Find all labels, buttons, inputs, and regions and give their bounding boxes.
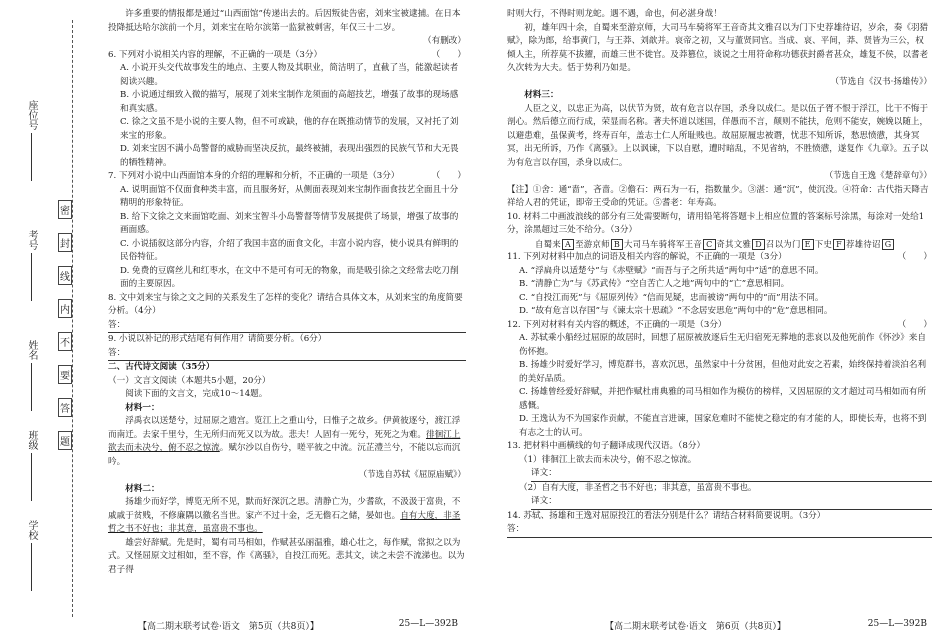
material-3-source: （节选自王逸《楚辞章句》） bbox=[824, 171, 932, 181]
section-heading: 二、古代诗文阅读（35分） bbox=[108, 362, 215, 372]
material-2-continuation: 时则大行，不得时则龙蛇。遇不遇，命也，何必湛身哉！ bbox=[507, 9, 722, 19]
left-footer: 【高二期末联考试卷·语文 第5页（共8页）】 25—L—392B bbox=[138, 619, 458, 632]
material-3-text: 人臣之义，以忠正为高，以伏节为贤，故有危言以存国，杀身以成仁。是以伍子胥不恨于浮江，比干不悔于剖心。然后德立而行成，荣显而名称。著夫怀道以迷国，佯愚而不言，颠则不能扶，危则不能安，婉娩以随上，以避患难，虽保黄考，终寿百年，盖志士仁人所耻贱也。故屈原履忠被谮，忧悲不知所诉，愁思愤懑，其身冥冥，出无所诉，乃作《离骚》。上以讽谏，下以自慰，遭时暗乱，不见省纳，不胜愤懑，遂复作《九章》。五子以为有危言以存国，杀身以成仁。 bbox=[507, 103, 929, 168]
q12-option-a: A. 苏轼乘小船经过屈原的故居时，回想了屈原被放逐后生无归宿死无葬地的悲哀以及他死前作《怀沙》来自伤怀抱。 bbox=[519, 333, 926, 357]
q13-item-1: （1）徘徊江上欲去而未决兮，俯不忍之惊流。 bbox=[519, 454, 697, 465]
material-3-title: 材料三： bbox=[524, 90, 559, 100]
q6-option-c: C. 徐之文虽不是小说的主要人物，但不可或缺，他的存在既推动情节的发展，又衬托了刘来宝的形象。 bbox=[120, 117, 459, 141]
q7-option-a: A. 说明面馆不仅面食种类丰富，而且服务好，从侧面表现刘来宝制作面食技艺全面且十分精明的形象特征。 bbox=[120, 184, 459, 208]
q12-option-c: C. 扬雄曾经爱好辞赋，并把作赋杜甫典雅的司马相如作为模仿的榜样，又因屈原的文才超过司马相如而有所感慨。 bbox=[519, 387, 927, 411]
question-14: 14. 苏轼、扬雄和王逸对屈原投江的看法分别是什么？请结合材料简要说明。（3分） bbox=[507, 510, 826, 521]
question-13: 13. 把材料中画横线的句子翻译成现代汉语。（8分） bbox=[507, 441, 706, 451]
q8-answer-line[interactable]: 答： bbox=[108, 319, 466, 334]
q7-option-c: C. 小说插叙这部分内容，介绍了我国丰富的面食文化，丰富小说内容，使小说具有鲜明的民俗特征。 bbox=[120, 238, 459, 262]
right-page bbox=[475, 0, 950, 642]
seal-line bbox=[72, 20, 73, 617]
material-2-title: 材料二： bbox=[125, 483, 160, 494]
q9-answer-line[interactable]: 答： bbox=[108, 347, 466, 362]
question-6: 6. 下列对小说相关内容的理解，不正确的一项是（3分） （ ） bbox=[108, 49, 466, 60]
question-10: 10. 材料二中画波浪线的部分有三处需要断句，请用铅笔将答题卡上相应位置的答案标号涂黑，每涂对一处给1分，涂黑超过三处不给分。（3分） bbox=[507, 211, 925, 235]
question-12: 12. 下列对材料有关内容的概述，不正确的一项是（3分） （ ） bbox=[507, 319, 932, 330]
sealed-notice: 密 封 线 内 不 要 答 题 bbox=[58, 200, 72, 450]
seat-number-field: 座位号 bbox=[24, 100, 39, 181]
q13-translation-1[interactable]: 译文： bbox=[531, 467, 932, 482]
q11-option-c: C. “自投江而死”与《屈原列传》“信而见疑，忠而被谤”两句中的“而”用法不同。 bbox=[519, 292, 824, 303]
material-2-text: 扬雄少而好学，博览无所不见，默而好深沉之思。清静亡为，少耆欲，不汲汲于富贵，不戚戚于贫贱，不修廉隅以徼名当世。家产不过十金，乏无儋石之储，晏如也。自有大度，非圣哲之书不好也；非其意，虽富贵不事也。 bbox=[108, 497, 461, 534]
question-7: 7. 下列对小说中山西面馆本身的介绍的理解和分析，不正确的一项是（3分） （ ） bbox=[108, 171, 466, 181]
question-8: 8. 文中刘来宝与徐之文之间的关系发生了怎样的变化？请结合具体文本，从刘来宝的角度简要分析。（4分） bbox=[108, 292, 463, 316]
q7-option-b: B. 给下文徐之文来面馆吃面、刘来宝智斗小岛警督等情节发展提供了场景，增强了故事的画面感。 bbox=[120, 211, 459, 235]
q11-option-d: D. “故有危言以存国”与《谏太宗十思疏》“不念居安思危”两句中的“危”意思相同。 bbox=[519, 306, 833, 316]
question-9: 9. 小说以补记的形式结尾有何作用？请简要分析。（6分） bbox=[108, 334, 327, 344]
source-note: （有删改） bbox=[423, 36, 466, 46]
q12-option-b: B. 扬雄少时爱好学习，博览群书，喜欢沉思，虽然家中十分贫困，但他对此安之若素，始终保持着淡泊名利的美好品质。 bbox=[519, 360, 927, 384]
q6-option-a: A. 小说开头交代故事发生的地点、主要人物及其职业，简洁明了，直截了当，能激起读者阅读兴趣。 bbox=[120, 63, 459, 87]
name-field: 姓名 bbox=[24, 340, 39, 411]
material-1-text: 浮禹衣以送楚兮，过屈原之遗宫。览江上之重山兮，曰惟子之故乡。伊黄彼逐兮，渡江浮而南迁。去家千里兮，生无所归而死又以为故。悲夫！人固有一死兮，死死之为难。徘徊江上欲去而未决兮，俯不忍之惊流。赋尔沙以自伤兮，嗟平彼之中流。沅芷澧兰兮，不能以忘而沉吟。 bbox=[108, 416, 461, 467]
material-2-text-cont: 雄尝好辞赋。先是时，蜀有司马相如，作赋甚弘丽温雅，雄心壮之，每作赋，常拟之以为式。又怪屈原文过相如，至不容，作《离骚》，自投江而死。悲其文，读之未尝不流涕也。以为君子得 bbox=[108, 537, 465, 575]
right-footer: 【高二期末联考试卷·语文 第6页（共8页）】 25—L—392B bbox=[605, 619, 927, 632]
q10-break-sequence: 自蜀来 A 至游京师 B 大司马车骑将军王音 C 奇其文雅 D 召以为门 E 下史 F 荐雄待诏 G bbox=[507, 238, 932, 252]
q14-answer-line[interactable]: 答： bbox=[507, 523, 932, 538]
question-11: 11. 下列对材料中加点的词语及相关内容的解说，不正确的一项是（3分） （ ） bbox=[507, 252, 932, 262]
material-2-paragraph: 初，雄年四十余，自蜀来至游京师，大司马车骑将军王音奇其文雅召以为门下史荐雄待诏，岁余，奏《羽猎赋》，除为郎，给事黄门，与王莽、刘歆并。哀帝之初，又与董贤同官。当成、哀、平间，莽、贤皆为三公，权倾人主，所荐莫不拔擢，而雄三世不徙官。及莽篡位，谈说之士用符命称功德获封爵者甚众，雄复不侯，以耆老久次转为大夫。恬于势利乃如是。 bbox=[507, 22, 929, 73]
q6-option-b: B. 小说通过细致入微的描写，展现了刘来宝制作龙须面的高超技艺，增强了故事的现场感和真实感。 bbox=[120, 90, 459, 114]
q13-item-2: （2）自有大度，非圣哲之书不好也；非其意，虽富贵不事也。 bbox=[519, 482, 757, 493]
q12-option-d: D. 王逸认为不为国家作贡献，不能直言进谏，国家危难时不能使之稳定的有才能的人，即使长寿，也将不到有志之士的认可。 bbox=[519, 414, 927, 438]
material-1-source: （节选自苏轼《屈原庙赋》） bbox=[358, 470, 466, 480]
story-continuation: 许多重要的情报都是通过“山西面馆”传递出去的。后因叛徒告密，刘来宝被逮捕。在日本投降抵达哈尔滨前一个月，刘来宝在哈尔滨第一监狱被刺害，年仅三十二岁。 bbox=[108, 9, 461, 33]
material-1-title: 材料一： bbox=[125, 402, 160, 413]
q6-option-d: D. 刘来宝因不满小岛警督的威胁而坚决反抗，最终被捕，表现出强烈的民族气节和大无畏的牺牲精神。 bbox=[120, 144, 459, 168]
school-field: 学校 bbox=[24, 520, 39, 591]
right-content bbox=[507, 8, 932, 538]
exam-number-field: 考号 bbox=[24, 230, 39, 301]
q13-translation-2[interactable]: 译文： bbox=[531, 495, 932, 510]
left-content bbox=[108, 8, 466, 577]
binding-margin bbox=[0, 0, 100, 642]
material-2-source: （节选自《汉书·扬雄传》） bbox=[830, 76, 932, 87]
q7-option-d: D. 免费的豆腐丝儿和红枣水，在文中不是可有可无的物象，而是吸引徐之文经常去吃刀削面的主要原因。 bbox=[120, 265, 459, 289]
q11-option-b: B. “清静亡为”与《苏武传》“空自苦亡人之地”两句中的“亡”意思相同。 bbox=[519, 279, 790, 289]
instruction: 阅读下面的文言文，完成10～14题。 bbox=[125, 389, 268, 399]
q11-option-a: A. “浮扁舟以适楚兮”与《赤壁赋》“而吾与子之所共适”两句中“适”的意思不同。 bbox=[519, 265, 824, 276]
class-field: 班级 bbox=[24, 430, 39, 501]
footnotes: 【注】①舍：通“啬”，吝啬。②儋石：两石为一石，指数量少。③湛：通“沉”，使沉没。④符命：古代指天降吉祥给人君的凭证，即帝王受命的凭证。⑤耆老：年寿高。 bbox=[507, 184, 929, 208]
subsection-heading: （一）文言文阅读（本题共5小题，20分） bbox=[108, 375, 271, 386]
